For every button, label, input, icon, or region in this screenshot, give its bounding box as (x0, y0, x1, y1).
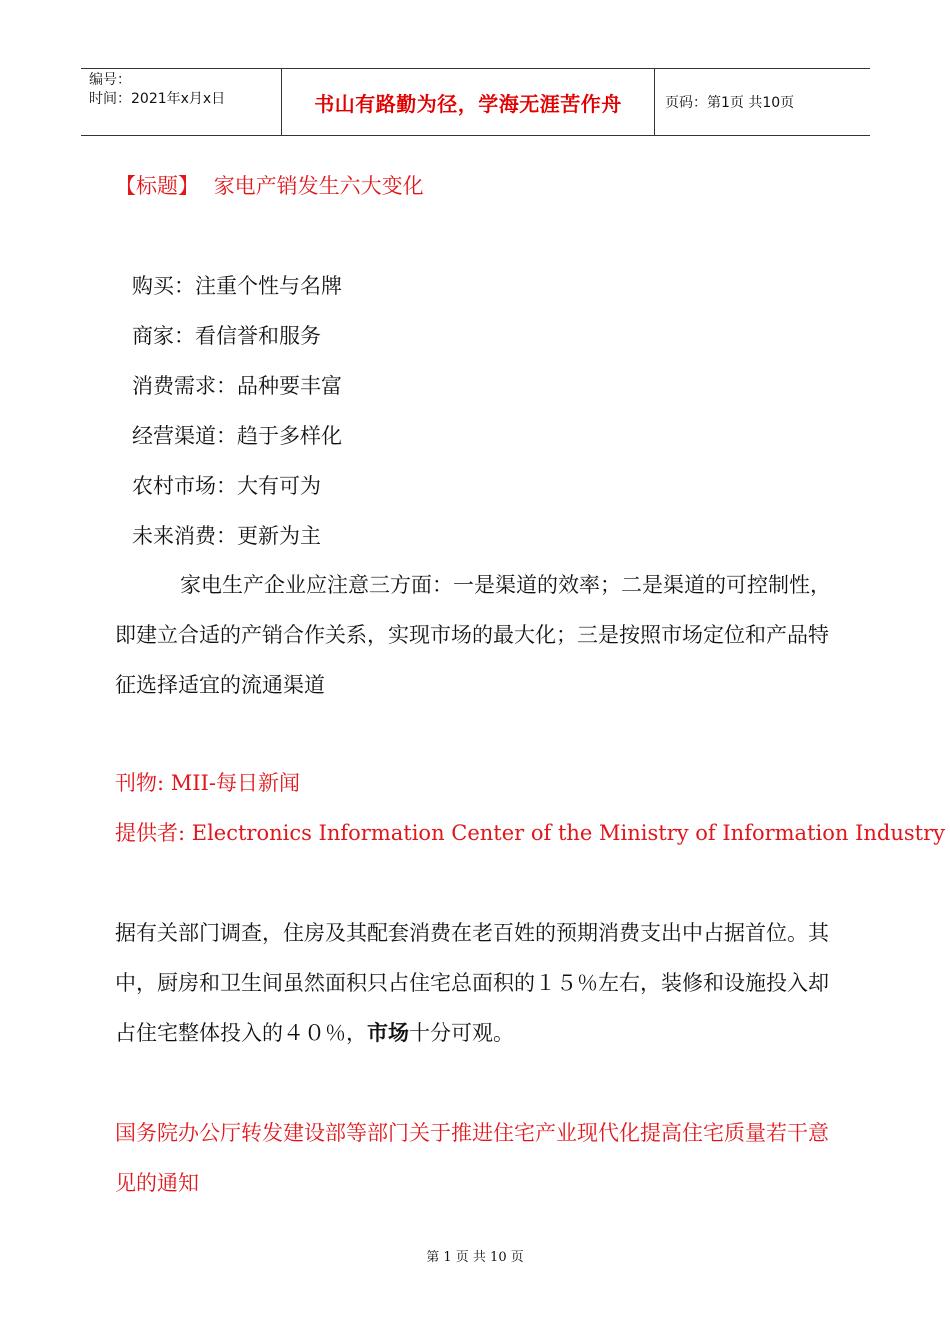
title-bracket: 【标题】 (115, 174, 199, 198)
page-footer: 第 1 页 共 10 页 (426, 1250, 524, 1265)
header-meta (81, 69, 282, 135)
publication-line: 刊物: MII-每日新闻 (115, 771, 300, 795)
list-item: 购买：注重个性与名牌 (132, 274, 342, 298)
provider-line: 提供者: Electronics Information Center of the Ministry of Information Industry (115, 821, 945, 845)
page-header (81, 68, 870, 136)
market-bold: 市场 (367, 1020, 409, 1045)
document-title (115, 171, 424, 201)
paragraph-text: 家电生产企业应注意三方面：一是渠道的效率；二是渠道的可控制性，即建立合适的产销合作关系，实现市场的最大化；三是按照市场定位和产品特征选择适宜的流通渠道 (115, 573, 831, 697)
header-motto-cell (282, 69, 655, 135)
motto: 书山有路勤为径，学海无涯苦作舟 (314, 91, 622, 116)
list-item: 经营渠道：趋于多样化 (132, 424, 342, 448)
paragraph2-text: 据有关部门调查，住房及其配套消费在老百姓的预期消费支出中占据首位。其中，厨房和卫生间虽然面积只占住宅总面积的１５％左右，装修和设施投入却占住宅整体投入的４０％， (115, 921, 829, 1045)
page-info: 页码：第1页 共10页 (665, 95, 795, 111)
list-item: 商家：看信誉和服务 (132, 324, 321, 348)
list-item: 农村市场：大有可为 (132, 474, 321, 498)
title-text: 家电产销发生六大变化 (213, 174, 424, 198)
list-item: 未来消费：更新为主 (132, 524, 321, 548)
body-paragraph-2 (115, 908, 840, 1058)
body-paragraph (115, 560, 840, 710)
paragraph2-tail: 十分可观。 (409, 1021, 514, 1045)
list-item: 消费需求：品种要丰富 (132, 374, 342, 398)
number-label: 编号： (89, 72, 131, 88)
time-label: 时间：2021年x月x日 (89, 91, 226, 107)
notice-title: 国务院办公厅转发建设部等部门关于推进住宅产业现代化提高住宅质量若干意见的通知 (115, 1121, 829, 1195)
header-page-info (655, 69, 870, 135)
